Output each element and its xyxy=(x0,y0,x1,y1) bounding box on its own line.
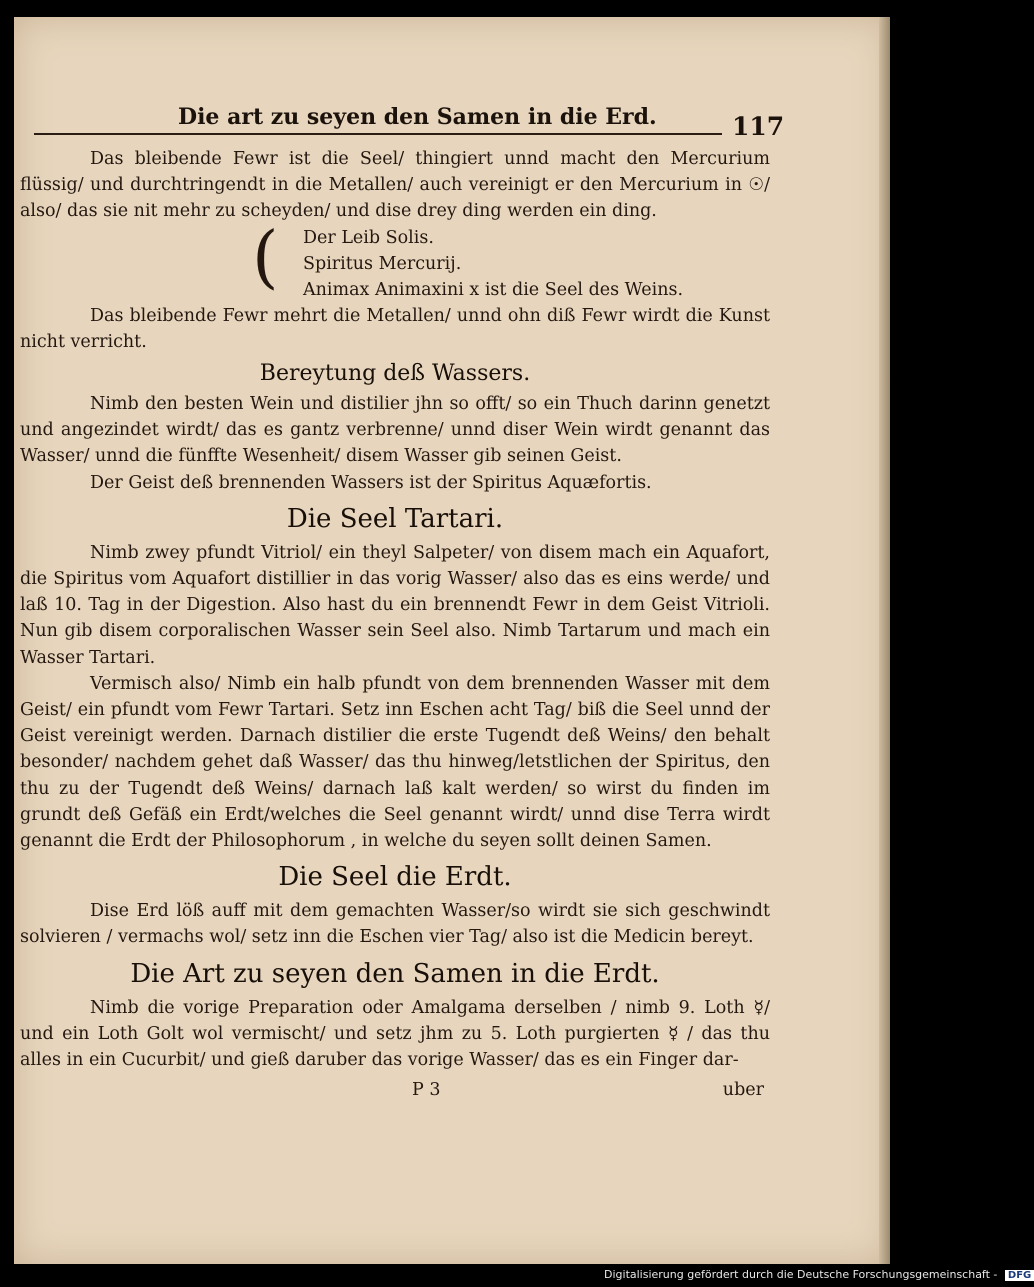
samen-paragraph: Nimb die vorige Preparation oder Amalgama derselben / nimb 9. Loth ☿/ und ein Loth Golt wol vermischt/ und setz jhm zu 5. Loth purgierten ☿ / das thu alles in ein Cucurbit/ und gieß daruber das vorige Wasser/ das es ein Finger dar- xyxy=(20,997,770,1071)
heading-samen: Die Art zu seyen den Samen in die Erdt. xyxy=(130,958,660,989)
header-rule xyxy=(34,133,722,135)
recipe-item: Animax Animaxini x ist die Seel des Weins. xyxy=(303,279,684,300)
page-number: 117 xyxy=(732,112,785,141)
fire-paragraph: Das bleibende Fewr mehrt die Metallen/ unnd ohn diß Fewr wirdt die Kunst nicht verricht. xyxy=(20,305,770,352)
tartari-paragraph-2: Vermisch also/ Nimb ein halb pfundt von dem brennenden Wasser mit dem Geist/ ein pfundt vom Fewr Tartari. Setz inn Eschen acht Tag/ biß die Seel unnd der Geist vereinigt werden. Darnach distilier die erste Tugendt deß Weins/ den behalt besonder/ nachdem gehet daß Wasser/ das thu hinweg/letstlichen der Spiritus, den thu zu der Tugendt deß Weins/ darnach laß kalt werden/ so wirst du finden im grundt deß Gefäß ein Erdt/welches die Seel genannt wirdt/ unnd dise Terra wirdt genannt die Erdt der Philosophorum , in welche du seyen sollt deinen Samen. xyxy=(20,673,770,852)
water-paragraph: Nimb den besten Wein und distilier jhn so offt/ so ein Thuch darinn genetzt und angezindet wirdt/ das es gantz verbrenne/ unnd diser Wein wirdt genannt das Wasser/ unnd die fünffte Wesenheit/ disem Wasser gib seinen Geist. xyxy=(20,394,770,467)
dfg-logo: DFG xyxy=(1005,1270,1034,1281)
spirit-line: Der Geist deß brennenden Wassers ist der Spiritus Aquæfortis. xyxy=(90,472,652,493)
recipe-list xyxy=(60,217,770,303)
heading-water: Bereytung deß Wassers. xyxy=(259,361,531,387)
heading-erdt: Die Seel die Erdt. xyxy=(278,862,512,893)
recipe-item: Der Leib Solis. xyxy=(303,227,434,248)
page-edge xyxy=(879,17,890,1264)
brace-mark: ( xyxy=(252,217,279,297)
signature-mark: P 3 xyxy=(412,1080,441,1100)
intro-paragraph: Das bleibende Fewr ist die Seel/ thingiert unnd macht den Mercurium flüssig/ und durchtringendt in die Metallen/ auch vereinigt er den Mercurium in ☉/ also/ das sie nit mehr zu scheyden/ und dise drey ding werden ein ding. xyxy=(20,149,770,222)
main-text xyxy=(20,146,770,1073)
tartari-paragraph-1: Nimb zwey pfundt Vitriol/ ein theyl Salpeter/ von disem mach ein Aquafort, die Spiritus vom Aquafort distillier in das vorig Wasser/ also das es eins werde/ und laß 10. Tag in der Digestion. Also hast du ein brennendt Fewr in dem Geist Vitrioli. Nun gib disem corporalischen Wasser sein Seel also. Nimb Tartarum und mach ein Wasser Tartari. xyxy=(20,542,770,668)
running-head: Die art zu seyen den Samen in die Erd. xyxy=(178,104,657,130)
recipe-item: Spiritus Mercurij. xyxy=(303,253,462,274)
recipe-items xyxy=(303,225,770,303)
catchword: uber xyxy=(722,1080,764,1100)
funding-note: Digitalisierung gefördert durch die Deutsche Forschungsgemeinschaft - xyxy=(604,1268,998,1281)
funding-footer xyxy=(604,1268,1034,1281)
heading-tartari: Die Seel Tartari. xyxy=(286,503,504,534)
erdt-paragraph: Dise Erd löß auff mit dem gemachten Wasser/so wirdt sie sich geschwindt solvieren / vermachs wol/ setz inn die Eschen vier Tag/ also ist die Medicin bereyt. xyxy=(20,901,770,948)
